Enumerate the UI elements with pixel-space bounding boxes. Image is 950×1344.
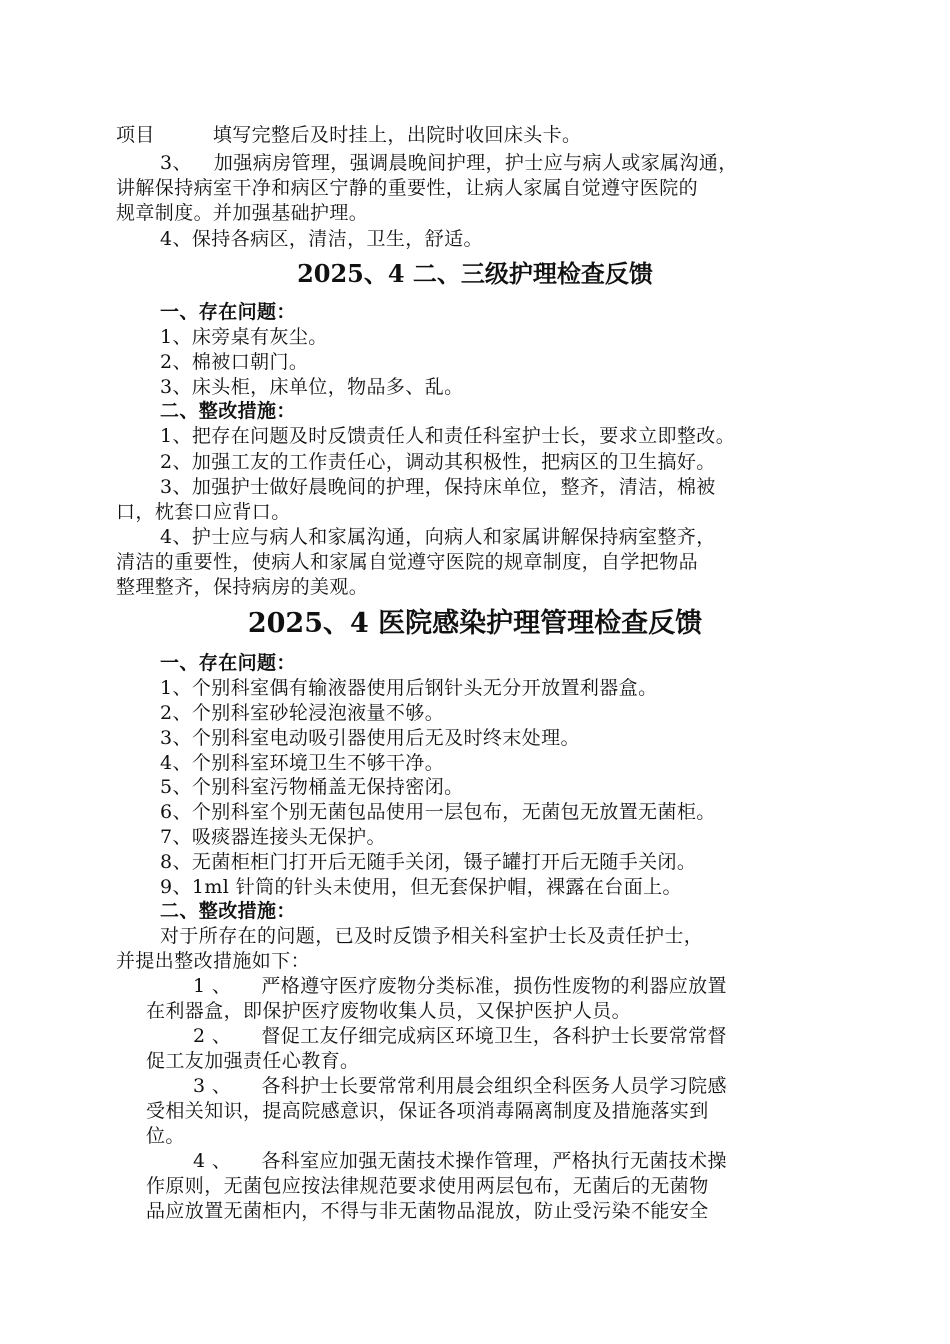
measure-2-number: 2 、 [193, 1025, 232, 1047]
section2-measure-2a [193, 1024, 727, 1048]
section2-problem-8: 8、无菌柜柜门打开后无随手关闭，镊子罐打开后无随手关闭。 [160, 851, 697, 873]
section2-measure-3c: 位。 [146, 1125, 185, 1147]
section2-problem-1: 1、个别科室偶有输液器使用后钢针头无分开放置利器盒。 [160, 677, 658, 699]
measure-2-text: 督促工友仔细完成病区环境卫生，各科护士长要常常督 [261, 1025, 727, 1047]
section2-measure-1b: 在利器盒，即保护医疗废物收集人员，又保护医护人员。 [146, 1000, 632, 1022]
section2-measures-heading: 二、整改措施： [160, 900, 296, 922]
section2-problem-9: 9、1ml 针筒的针头未使用，但无套保护帽，裸露在台面上。 [160, 876, 682, 898]
section2-problem-7: 7、吸痰器连接头无保护。 [160, 826, 386, 848]
section2-problem-3: 3、个别科室电动吸引器使用后无及时终末处理。 [160, 727, 580, 749]
intro-line-1 [116, 123, 581, 147]
section2-measure-1a [193, 974, 727, 998]
section2-measure-2b: 促工友加强责任心教育。 [146, 1050, 360, 1072]
measure-4-number: 4 、 [193, 1150, 232, 1172]
section2-intro-2: 并提出整改措施如下： [116, 950, 311, 972]
measure-1-text: 严格遵守医疗废物分类标准，损伤性废物的利器应放置 [261, 975, 727, 997]
measure-3-text: 各科护士长要常常利用晨会组织全科医务人员学习院感 [261, 1075, 727, 1097]
section1-measure-3a: 3、加强护士做好晨晚间的护理，保持床单位，整齐，清洁，棉被 [160, 476, 716, 498]
section2-problem-5: 5、个别科室污物桶盖无保持密闭。 [160, 776, 464, 798]
section2-measure-4c: 品应放置无菌柜内，不得与非无菌物品混放，防止受污染不能安全 [146, 1200, 709, 1222]
intro-text-1: 填写完整后及时挂上，出院时收回床头卡。 [212, 124, 582, 146]
section1-measure-4c: 整理整齐，保持病房的美观。 [116, 576, 369, 598]
section2-measure-4b: 作原则，无菌包应按法律规范要求使用两层包布，无菌后的无菌物 [146, 1175, 709, 1197]
section1-measure-2: 2、加强工友的工作责任心，调动其积极性，把病区的卫生搞好。 [160, 451, 716, 473]
section1-measures-heading: 二、整改措施： [160, 400, 296, 422]
intro-label-item: 项目 [116, 124, 155, 146]
section2-measure-3a [193, 1074, 727, 1098]
section2-problems-heading: 一、存在问题： [160, 652, 296, 674]
measure-4-text: 各科室应加强无菌技术操作管理，严格执行无菌技术操 [261, 1150, 727, 1172]
intro-text-2: 加强病房管理，强调晨晚间护理，护士应与病人或家属沟通， [213, 152, 738, 174]
intro-line-3: 讲解保持病室干净和病区宁静的重要性，让病人家属自觉遵守医院的 [116, 177, 699, 199]
intro-line-5: 4、保持各病区，清洁，卫生，舒适。 [160, 228, 483, 250]
section1-problems-heading: 一、存在问题： [160, 301, 296, 323]
intro-line-4: 规章制度。并加强基础护理。 [116, 202, 369, 224]
section1-problem-1: 1、床旁桌有灰尘。 [160, 326, 328, 348]
section1-title: 2025、4 二、三级护理检查反馈 [297, 259, 653, 288]
intro-num-3: 3、 [160, 152, 192, 174]
measure-1-number: 1 、 [193, 975, 232, 997]
section1-measure-4a: 4、护士应与病人和家属沟通，向病人和家属讲解保持病室整齐， [160, 526, 716, 548]
section1-measure-1: 1、把存在问题及时反馈责任人和责任科室护士长，要求立即整改。 [160, 425, 736, 447]
section1-problem-2: 2、棉被口朝门。 [160, 351, 309, 373]
section1-measure-3b: 口，枕套口应背口。 [116, 501, 291, 523]
section2-measure-3b: 受相关知识，提高院感意识，保证各项消毒隔离制度及措施落实到 [146, 1100, 709, 1122]
section2-measure-4a [193, 1149, 727, 1173]
intro-line-2 [160, 151, 738, 175]
section2-problem-6: 6、个别科室个别无菌包品使用一层包布，无菌包无放置无菌柜。 [160, 801, 716, 823]
section1-measure-4b: 清洁的重要性，使病人和家属自觉遵守医院的规章制度，自学把物品 [116, 551, 699, 573]
section2-intro-1: 对于所存在的问题，已及时反馈予相关科室护士长及责任护士， [160, 925, 704, 947]
section1-problem-3: 3、床头柜，床单位，物品多、乱。 [160, 376, 464, 398]
section2-problem-2: 2、个别科室砂轮浸泡液量不够。 [160, 702, 445, 724]
section2-problem-4: 4、个别科室环境卫生不够干净。 [160, 752, 445, 774]
section2-title: 2025、4 医院感染护理管理检查反馈 [247, 608, 703, 639]
measure-3-number: 3 、 [193, 1075, 232, 1097]
